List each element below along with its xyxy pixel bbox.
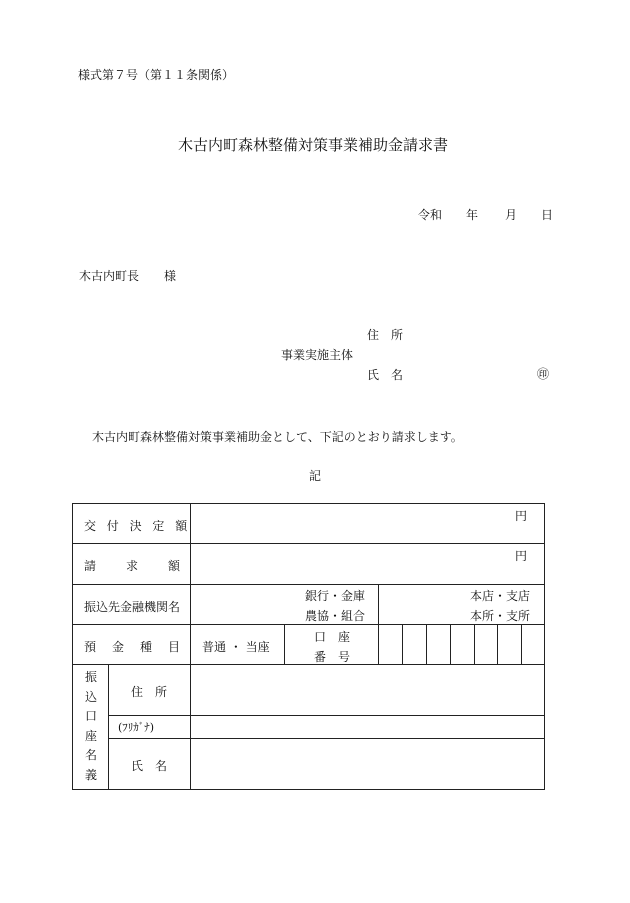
- bank-name-field[interactable]: [191, 585, 301, 624]
- holder-furigana-label: (ﾌﾘｶﾞﾅ): [118, 721, 155, 734]
- holder-name-field[interactable]: [191, 739, 544, 789]
- account-label-2: 番 号: [314, 650, 351, 664]
- applicant-name-label: 氏 名: [367, 368, 404, 382]
- bank-type-2: 農協・組合: [305, 609, 366, 623]
- addressee-honorific: 様: [164, 269, 177, 283]
- account-number-field[interactable]: [379, 625, 544, 664]
- branch-type-2: 本所・支所: [470, 609, 531, 623]
- bank-type-1: 銀行・金庫: [305, 589, 366, 603]
- date-day: 日: [541, 208, 554, 222]
- date-era: 令和: [418, 208, 443, 222]
- grant-decision-label: 交付決定額: [84, 519, 199, 533]
- branch-type-1: 本店・支店: [470, 589, 531, 603]
- branch-name-field[interactable]: [379, 585, 467, 624]
- request-label: 請 求 額: [84, 559, 180, 573]
- holder-furigana-field[interactable]: [191, 716, 544, 738]
- applicant-address-label: 住 所: [367, 328, 404, 342]
- applicant-label: 事業実施主体: [281, 348, 354, 362]
- seal-mark: ㊞: [537, 367, 550, 381]
- request-unit: 円: [515, 549, 528, 563]
- holder-address-label: 住 所: [131, 685, 168, 699]
- deposit-type-options: 普通 ・ 当座: [202, 640, 270, 654]
- grant-decision-amount-field[interactable]: [191, 504, 544, 543]
- request-amount-field[interactable]: [191, 544, 544, 584]
- date-month: 月: [505, 208, 518, 222]
- form-number: 様式第７号（第１１条関係）: [78, 68, 235, 82]
- deposit-type-label: 預 金 種 目: [84, 640, 180, 654]
- grant-decision-unit: 円: [515, 509, 528, 523]
- ki-label: 記: [309, 469, 322, 483]
- bank-label: 振込先金融機関名: [84, 600, 181, 614]
- holder-name-label: 氏 名: [131, 759, 168, 773]
- date-year: 年: [466, 208, 479, 222]
- body-text: 木古内町森林整備対策事業補助金として、下記のとおり請求します。: [92, 430, 463, 444]
- addressee-name: 木古内町長: [79, 269, 140, 283]
- holder-vertical-label: 振 込 口 座 名 義: [84, 670, 97, 782]
- holder-address-field[interactable]: [191, 665, 544, 715]
- document-title: 木古内町森林整備対策事業補助金請求書: [178, 136, 449, 154]
- account-label-1: 口 座: [314, 630, 351, 644]
